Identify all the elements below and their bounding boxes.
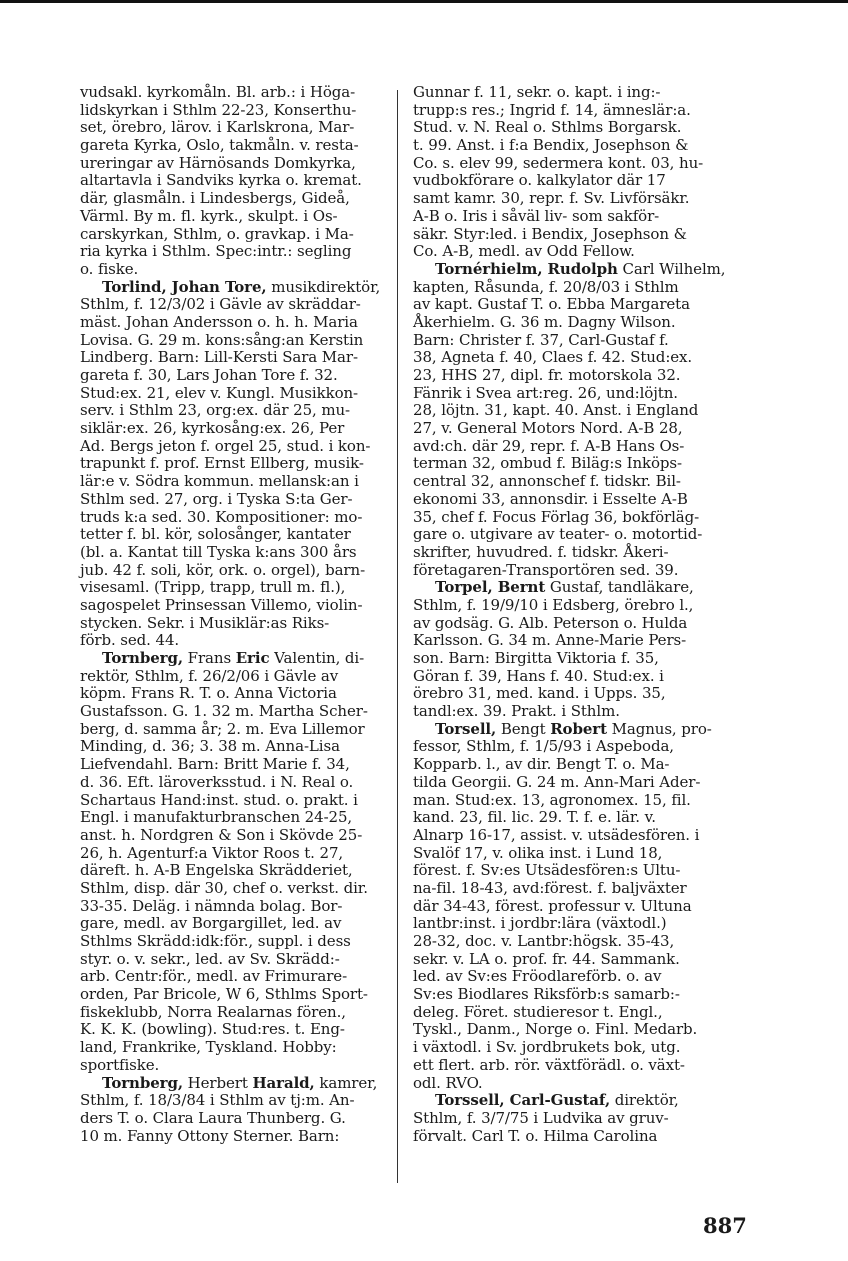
text-line [413,102,729,120]
entry-text: 26, h. Agenturf:a Viktor Roos t. 27, [80,843,344,862]
entry-text: Göran f. 39, Hans f. 40. Stud:ex. i [413,666,664,685]
entry-text: trapunkt f. prof. Ernst Ellberg, musik- [80,454,364,473]
entry-text: terman 32, ombud f. Biläg:s Inköps- [413,454,682,473]
text-line [413,367,729,385]
text-line [80,119,396,137]
text-line [80,155,396,173]
text-line [80,544,396,562]
text-line [80,880,396,898]
text-line [80,579,396,597]
entry-text: Sthlm, f. 12/3/02 i Gävle av skräddar- [80,295,361,314]
entry-name: Robert [550,719,607,738]
entry-text: ett flert. arb. rör. växtförädl. o. växt- [413,1055,685,1074]
entry-text: styr. o. v. sekr., led. av Sv. Skrädd:- [80,949,340,968]
text-line [413,915,729,933]
entry-text: visesaml. (Tripp, trapp, trull m. fl.), [80,578,346,597]
entry-text: jub. 42 f. soli, kör, ork. o. orgel), barn- [80,560,366,579]
text-line [80,314,396,332]
entry-text: orden, Par Bricole, W 6, Sthlms Sport- [80,985,368,1004]
entry-text: Lovisa. G. 29 m. kons:sång:an Kerstin [80,330,364,349]
entry-text: (bl. a. Kantat till Tyska k:ans 300 års [80,542,357,561]
text-line [80,402,396,420]
text-line [80,721,396,739]
entry-text: carskyrkan, Sthlm, o. gravkap. i Ma- [80,224,354,243]
text-line [80,1004,396,1022]
entry-text: i växtodl. i Sv. jordbrukets bok, utg. [413,1038,681,1057]
entry-text: t. 99. Anst. i f:a Bendix, Josephson & [413,136,689,155]
text-line [413,774,729,792]
entry-text: gareta Kyrka, Oslo, takmåln. v. resta- [80,136,359,155]
text-line [413,349,729,367]
entry-text: gare o. utgivare av teater- o. motortid- [413,525,703,544]
entry-text: Svalöf 17, v. olika inst. i Lund 18, [413,843,663,862]
text-line [80,455,396,473]
text-line [80,597,396,615]
text-line [413,155,729,173]
text-line [80,137,396,155]
text-line [80,738,396,756]
entry-text: arb. Centr:för., medl. av Frimurare- [80,967,348,986]
entry-text: Valentin, di- [269,649,365,667]
text-line [413,615,729,633]
right-column [413,84,729,1145]
text-line [413,226,729,244]
entry-text: Sthlms Skrädd:idk:för., suppl. i dess [80,932,351,950]
entry-text: däreft. h. A-B Engelska Skrädderiet, [80,861,353,880]
entry-text: sekr. v. LA o. prof. fr. 44. Sammank. [413,949,680,968]
entry-text: Co. s. elev 99, sedermera kont. 03, hu- [413,153,704,172]
entry-text: land, Frankrike, Tyskland. Hobby: [80,1038,337,1057]
entry-text: K. K. K. (bowling). Stud:res. t. Eng- [80,1020,345,1039]
text-line [80,102,396,120]
entry-text: rektör, Sthlm, f. 26/2/06 i Gävle av [80,666,339,685]
text-line [80,809,396,827]
text-line [413,650,729,668]
entry-name: Torpel, Bernt [435,578,546,597]
text-line [80,756,396,774]
text-line [413,898,729,916]
entry-text: Sthlm, f. 19/9/10 i Edsberg, örebro l., [413,595,694,614]
entry-text: Stud. v. N. Real o. Sthlms Borgarsk. [413,118,682,137]
entry-text: av godsäg. G. Alb. Peterson o. Hulda [413,613,688,632]
entry-text: siklär:ex. 26, kyrkosång:ex. 26, Per [80,419,345,438]
text-line [80,668,396,686]
entry-text: lantbr:inst. i jordbr:lära (växtodl.) [413,914,667,933]
text-line [80,632,396,650]
text-line [413,420,729,438]
text-line [413,243,729,261]
text-line [413,632,729,650]
entry-text: Carl Wilhelm, [617,259,726,278]
text-line [80,615,396,633]
entry-text: anst. h. Nordgren & Son i Skövde 25- [80,825,363,844]
entry-text: förb. sed. 44. [80,631,180,650]
entry-text: 33-35. Deläg. i nämnda bolag. Bor- [80,896,343,915]
entry-name: Tornberg, [102,1073,183,1092]
text-line [80,951,396,969]
text-line [413,968,729,986]
entry-name: Harald, [252,1073,315,1092]
text-line [413,792,729,810]
text-line [413,1039,729,1057]
entry-text: Alnarp 16-17, assist. v. utsädesfören. i [413,825,700,844]
entry-text: serv. i Sthlm 23, org:ex. där 25, mu- [80,401,351,420]
entry-text: Schartaus Hand:inst. stud. o. prakt. i [80,790,358,809]
entry-text: vudbokförare o. kalkylator där 17 [413,171,666,190]
entry-text: skrifter, huvudred. f. tidskr. Åkeri- [413,542,669,561]
text-line [80,296,396,314]
entry-text: Värml. By m. fl. kyrk., skulpt. i Os- [80,206,338,225]
text-line [413,738,729,756]
text-line [413,597,729,615]
entry-text: Bengt [496,719,551,738]
text-line [413,668,729,686]
entry-text: mäst. Johan Andersson o. h. h. Maria [80,312,358,331]
entry-text: vudsakl. kyrkomåln. Bl. arb.: i Höga- [80,83,356,101]
text-line [413,951,729,969]
entry-name: Eric [235,649,270,667]
text-line [80,172,396,190]
column-divider [397,90,398,1183]
text-line [80,845,396,863]
entry-text: gareta f. 30, Lars Johan Tore f. 32. [80,366,338,384]
text-line [80,226,396,244]
text-line [80,1092,396,1110]
text-line [413,526,729,544]
entry-text: Karlsson. G. 34 m. Anne-Marie Pers- [413,631,687,650]
entry-text: Gunnar f. 11, sekr. o. kapt. i ing:- [413,83,661,101]
entry-text: truds k:a sed. 30. Kompositioner: mo- [80,507,363,526]
text-line [413,84,729,102]
entry-text: Stud:ex. 21, elev v. Kungl. Musikkon- [80,383,359,402]
text-line [80,385,396,403]
text-line [80,491,396,509]
text-line [80,1128,396,1146]
entry-text: berg, d. samma år; 2. m. Eva Lillemor [80,719,365,738]
entry-text: o. fiske. [80,259,139,278]
entry-text: 28-32, doc. v. Lantbr:högsk. 35-43, [413,932,675,950]
text-line [413,685,729,703]
entry-text: Sthlm, f. 18/3/84 i Sthlm av tj:m. An- [80,1091,355,1110]
entry-text: Ad. Bergs jeton f. orgel 25, stud. i kon- [80,436,371,455]
entry-text: kand. 23, fil. lic. 29. T. f. e. lär. v. [413,808,656,827]
entry-text: stycken. Sekr. i Musiklär:as Riks- [80,613,330,632]
entry-name: Torssell, Carl-Gustaf, [435,1091,611,1110]
entry-text: Magnus, pro- [606,719,712,738]
text-line [413,491,729,509]
entry-text: Gustaf, tandläkare, [545,578,694,597]
entry-heading-line [413,1092,729,1110]
entry-text: samt kamr. 30, repr. f. Sv. Livförsäkr. [413,189,690,208]
text-line [413,703,729,721]
text-line [413,827,729,845]
text-line [80,332,396,350]
text-line [413,1057,729,1075]
entry-text: ekonomi 33, annonsdir. i Esselte A-B [413,489,688,508]
entry-text: Minding, d. 36; 3. 38 m. Anna-Lisa [80,737,340,756]
entry-text: Sthlm, f. 3/7/75 i Ludvika av gruv- [413,1108,669,1127]
entry-text: där 34-43, förest. professur v. Ultuna [413,896,692,915]
entry-text: trupp:s res.; Ingrid f. 14, ämneslär:a. [413,100,691,119]
text-line [413,172,729,190]
entry-text: deleg. Föret. studieresor t. Engl., [413,1002,663,1021]
entry-text: fiskeklubb, Norra Realarnas fören., [80,1002,346,1021]
text-line [413,438,729,456]
text-line [80,986,396,1004]
entry-text: avd:ch. där 29, repr. f. A-B Hans Os- [413,436,685,455]
entry-text: Barn: Christer f. 37, Carl-Gustaf f. [413,330,669,349]
text-line [80,968,396,986]
text-line [80,792,396,810]
entry-text: 28, löjtn. 31, kapt. 40. Anst. i England [413,401,699,420]
text-line [80,84,396,102]
text-line [80,774,396,792]
entry-text: förest. f. Sv:es Utsädesfören:s Ultu- [413,861,681,880]
text-line [413,845,729,863]
entry-text: central 32, annonschef f. tidskr. Bil- [413,472,681,491]
text-line [80,915,396,933]
entry-text: Sthlm, disp. där 30, chef o. verkst. dir. [80,878,368,897]
entry-heading-line [80,279,396,297]
entry-text: Liefvendahl. Barn: Britt Marie f. 34, [80,755,350,774]
entry-text: 35, chef f. Focus Förlag 36, bokförläg- [413,507,700,526]
entry-text: 38, Agneta f. 40, Claes f. 42. Stud:ex. [413,348,693,367]
text-line [80,526,396,544]
entry-text: Tyskl., Danm., Norge o. Finl. Medarb. [413,1020,698,1039]
text-line [413,402,729,420]
text-line [80,1039,396,1057]
entry-text: Frans [183,649,236,667]
entry-text: Åkerhielm. G. 36 m. Dagny Wilson. [413,312,676,331]
entry-text: altartavla i Sandviks kyrka o. kremat. [80,171,362,190]
entry-name: Tornberg, [102,649,183,667]
text-line [413,208,729,226]
text-line [413,562,729,580]
text-line [80,208,396,226]
text-line [80,898,396,916]
entry-text: kamrer, [314,1073,378,1092]
entry-name: Tornérhielm, Rudolph [435,259,618,278]
entry-text: gare, medl. av Borgargillet, led. av [80,914,342,933]
text-line [80,1057,396,1075]
text-line [413,1021,729,1039]
entry-text: Co. A-B, medl. av Odd Fellow. [413,242,635,261]
entry-text: set, örebro, lärov. i Karlskrona, Mar- [80,118,355,137]
text-line [413,385,729,403]
text-line [413,473,729,491]
entry-text: kapten, Råsunda, f. 20/8/03 i Sthlm [413,277,679,296]
text-line [413,190,729,208]
text-line [413,756,729,774]
entry-text: musikdirektör, [266,277,381,296]
entry-text: lidskyrkan i Sthlm 22-23, Konserthu- [80,100,357,119]
entry-text: Kopparb. l., av dir. Bengt T. o. Ma- [413,755,670,774]
text-line [80,862,396,880]
text-line [80,349,396,367]
text-line [413,809,729,827]
text-line [413,1004,729,1022]
text-line [80,190,396,208]
text-line [80,243,396,261]
entry-text: tilda Georgii. G. 24 m. Ann-Mari Ader- [413,772,701,791]
text-line [80,1021,396,1039]
text-line [413,1110,729,1128]
entry-text: företagaren-Transportören sed. 39. [413,560,679,579]
text-line [80,703,396,721]
entry-text: tandl:ex. 39. Prakt. i Sthlm. [413,702,620,721]
text-line [413,933,729,951]
text-line [413,1075,729,1093]
entry-text: Sthlm sed. 27, org. i Tyska S:ta Ger- [80,489,353,508]
entry-text: örebro 31, med. kand. i Upps. 35, [413,684,666,703]
text-line [80,420,396,438]
entry-text: man. Stud:ex. 13, agronomex. 15, fil. [413,790,691,809]
text-line [413,986,729,1004]
text-line [413,1128,729,1146]
entry-text: köpm. Frans R. T. o. Anna Victoria [80,684,337,703]
entry-name: Torsell, [435,719,497,738]
entry-text: Engl. i manufakturbranschen 24-25, [80,808,353,827]
entry-text: lär:e v. Södra kommun. mellansk:an i [80,472,359,491]
entry-text: 10 m. Fanny Ottony Sterner. Barn: [80,1126,340,1145]
entry-text: fessor, Sthlm, f. 1/5/93 i Aspeboda, [413,737,674,756]
entry-text: ureringar av Härnösands Domkyrka, [80,153,356,172]
entry-text: tetter f. bl. kör, solosånger, kantater [80,525,351,544]
text-line [413,137,729,155]
text-line [80,685,396,703]
text-line [413,862,729,880]
entry-text: direktör, [610,1091,679,1110]
entry-text: Herbert [183,1073,253,1092]
entry-text: av kapt. Gustaf T. o. Ebba Margareta [413,295,690,314]
entry-text: odl. RVO. [413,1073,483,1092]
text-line [80,933,396,951]
entry-text: 23, HHS 27, dipl. fr. motorskola 32. [413,366,681,384]
entry-text: Lindberg. Barn: Lill-Kersti Sara Mar- [80,348,358,367]
text-line [80,261,396,279]
top-rule [0,0,848,3]
entry-heading-line [80,1075,396,1093]
entry-text: 27, v. General Motors Nord. A-B 28, [413,419,683,438]
text-line [413,332,729,350]
entry-text: led. av Sv:es Fröodlareförb. o. av [413,967,662,986]
entry-text: d. 36. Eft. läroverksstud. i N. Real o. [80,772,354,791]
text-line [413,296,729,314]
entry-text: na-fil. 18-43, avd:förest. f. baljväxter [413,878,687,897]
entry-text: son. Barn: Birgitta Viktoria f. 35, [413,649,659,667]
text-line [80,827,396,845]
entry-text: där, glasmåln. i Lindesbergs, Gideå, [80,189,350,208]
entry-text: ders T. o. Clara Laura Thunberg. G. [80,1108,346,1127]
text-line [80,438,396,456]
text-line [80,367,396,385]
text-line [413,455,729,473]
entry-text: Sv:es Biodlares Riksförb:s samarb:- [413,985,680,1004]
text-line [80,1110,396,1128]
entry-heading-line [413,261,729,279]
entry-heading-line [413,721,729,739]
entry-text: säkr. Styr:led. i Bendix, Josephson & [413,224,687,243]
text-line [80,473,396,491]
text-line [413,314,729,332]
text-line [413,119,729,137]
text-line [413,509,729,527]
entry-text: ria kyrka i Sthlm. Spec:intr.: segling [80,242,352,261]
page-number: 887 [703,1213,747,1238]
entry-text: sagospelet Prinsessan Villemo, violin- [80,595,363,614]
entry-heading-line [80,650,396,668]
text-line [413,880,729,898]
text-line [80,509,396,527]
entry-text: sportfiske. [80,1055,160,1074]
entry-name: Torlind, Johan Tore, [102,277,267,296]
text-line [413,544,729,562]
left-column [80,84,396,1145]
entry-text: Gustafsson. G. 1. 32 m. Martha Scher- [80,702,368,721]
text-line [413,279,729,297]
entry-text: förvalt. Carl T. o. Hilma Carolina [413,1126,658,1145]
entry-text: A-B o. Iris i såväl liv- som sakför- [413,206,660,225]
entry-text: Fänrik i Svea art:reg. 26, und:löjtn. [413,383,678,402]
entry-heading-line [413,579,729,597]
text-line [80,562,396,580]
